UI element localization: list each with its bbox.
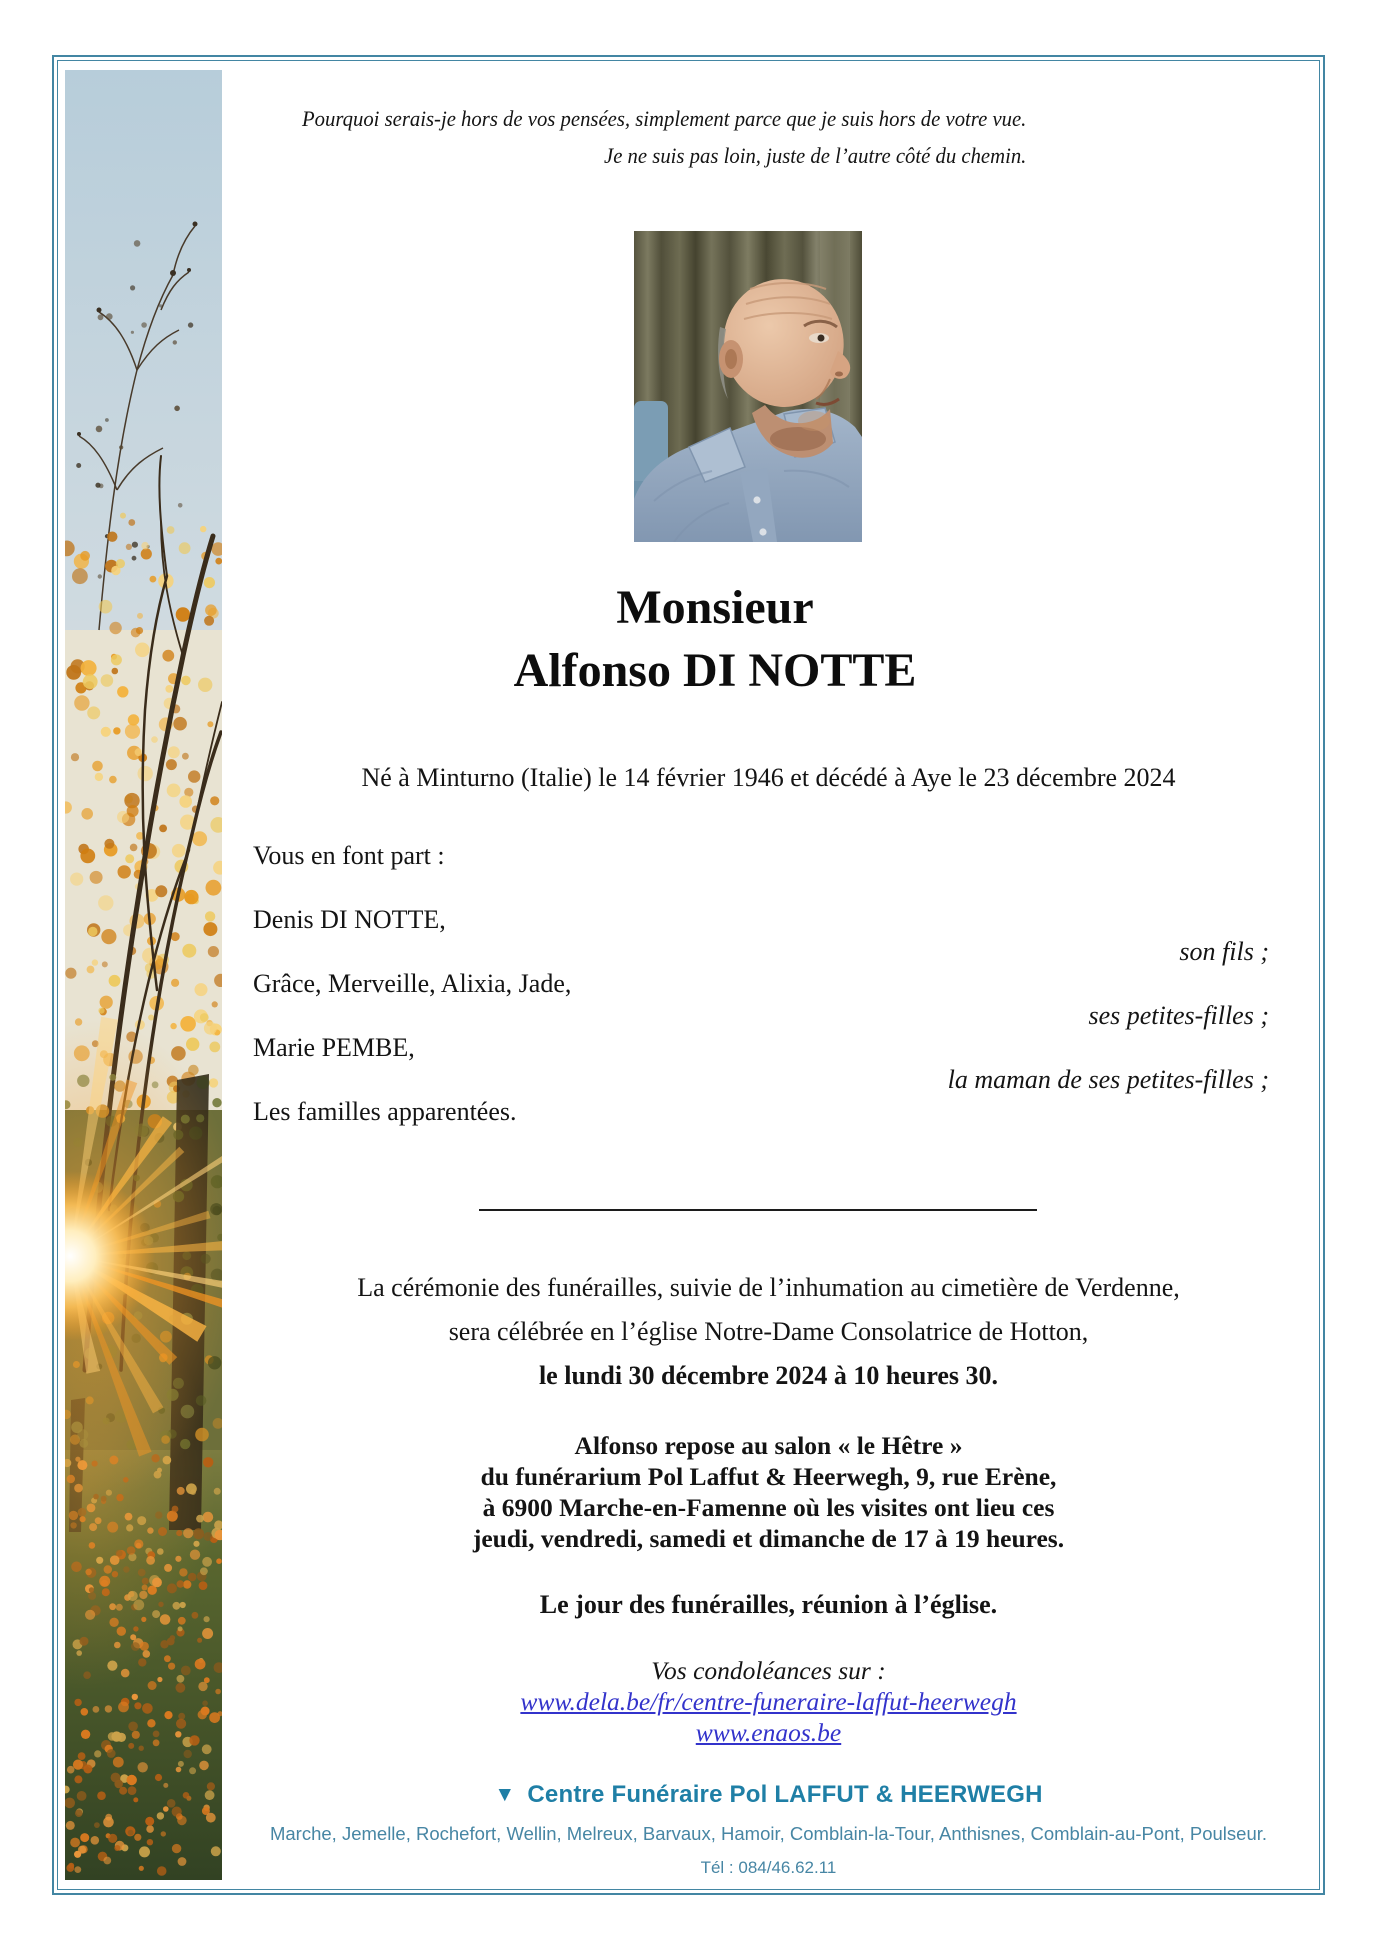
ceremony-line-2: sera célébrée en l’église Notre-Dame Consolatrice de Hotton,: [448, 1317, 1089, 1346]
life-dates: Né à Minturno (Italie) le 14 février 1946 et décédé à Aye le 23 décembre 2024: [361, 763, 1176, 792]
funeral-day-note: Le jour des funérailles, réunion à l’église.: [539, 1590, 998, 1619]
family-member-name: Marie PEMBE,: [253, 1033, 415, 1062]
deceased-name: Alfonso DI NOTTE: [513, 644, 917, 697]
condolences-label: Vos condoléances sur :: [651, 1656, 886, 1685]
funeral-home-towns: Marche, Jemelle, Rochefort, Wellin, Melreux, Barvaux, Hamoir, Comblain-la-Tour, Anthisnes, Comblain-au-Pont, Poulseur.: [269, 1823, 1268, 1844]
family-member-relation: la maman de ses petites-filles ;: [947, 1065, 1269, 1094]
family-member-name: Denis DI NOTTE,: [253, 905, 446, 934]
portrait-photo: [634, 231, 862, 542]
condolences-block: [222, 1655, 1315, 1748]
condolences-link-enaos[interactable]: www.enaos.be: [695, 1718, 842, 1747]
quote-line-1: Pourquoi serais-je hors de vos pensées, simplement parce que je suis hors de votre vue.: [301, 106, 1026, 131]
repose-line-4: jeudi, vendredi, samedi et dimanche de 17 à 19 heures.: [472, 1524, 1065, 1553]
company-logo-triangle-icon: ▼: [494, 1783, 516, 1806]
announcement-intro: Vous en font part :: [253, 841, 445, 870]
deceased-title-block: [222, 576, 1208, 702]
funeral-home-name: [222, 1780, 1315, 1811]
memorial-quote: [239, 100, 1026, 174]
deceased-civility: Monsieur: [616, 581, 814, 634]
family-list: [222, 904, 1315, 1128]
condolences-link-dela[interactable]: www.dela.be/fr/centre-funeraire-laffut-heerwegh: [520, 1687, 1017, 1716]
repose-line-3: à 6900 Marche-en-Famenne où les visites ont lieu ces: [482, 1493, 1055, 1522]
repose-line-1: Alfonso repose au salon « le Hêtre »: [574, 1431, 963, 1460]
company-name-text: Centre Funéraire Pol LAFFUT & HEERWEGH: [527, 1781, 1043, 1808]
repose-details: [222, 1430, 1315, 1554]
family-closing: Les familles apparentées.: [253, 1097, 517, 1126]
ceremony-date-time: le lundi 30 décembre 2024 à 10 heures 30.: [538, 1361, 999, 1390]
family-member-name: Grâce, Merveille, Alixia, Jade,: [253, 969, 572, 998]
ceremony-details: [222, 1272, 1315, 1404]
quote-line-2: Je ne suis pas loin, juste de l’autre côté du chemin.: [603, 143, 1026, 168]
repose-line-2: du funérarium Pol Laffut & Heerwegh, 9, rue Erène,: [480, 1462, 1057, 1491]
autumn-trees-photo: [65, 70, 222, 1880]
ceremony-line-1: La cérémonie des funérailles, suivie de l’inhumation au cimetière de Verdenne,: [357, 1273, 1180, 1302]
family-member-relation: ses petites-filles ;: [1088, 1001, 1269, 1030]
funeral-home-phone: Tél : 084/46.62.11: [700, 1858, 837, 1877]
family-member-relation: son fils ;: [1179, 937, 1269, 966]
separator-line: [479, 1209, 1037, 1211]
